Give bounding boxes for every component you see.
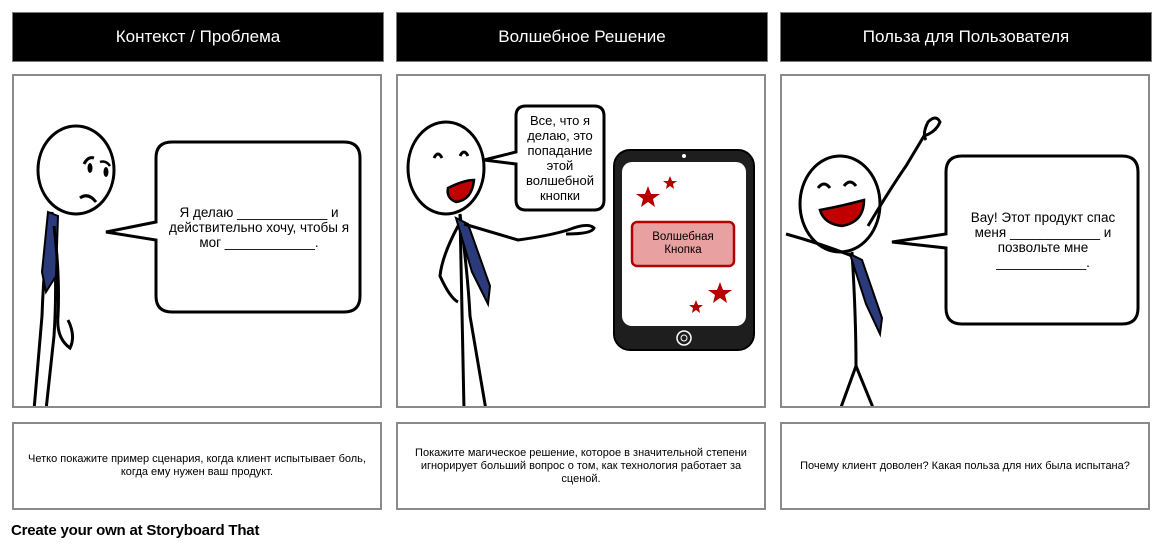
bubble-text-benefit: Вау! Этот продукт спас меня ____________ и позвольте мне ____________. (970, 210, 1116, 270)
caption-solution: Покажите магическое решение, которое в значительной степени игнорирует больший вопрос о том, как технология работает за сценой. (396, 422, 766, 510)
panel-title-solution: Волшебное Решение (396, 12, 768, 62)
happy-head (408, 122, 484, 214)
bubble-text-context: Я делаю ____________ и действительно хочу, чтобы я мог ____________. (168, 204, 350, 250)
sad-head (38, 126, 114, 214)
joyful-head (800, 156, 880, 252)
panel-context (12, 74, 382, 408)
panel-benefit (780, 74, 1150, 408)
bubble-text-solution: Все, что я делаю, это попадание этой волшебной кнопки (526, 113, 594, 203)
magic-button[interactable]: Волшебная Кнопка (652, 231, 714, 256)
caption-benefit: Почему клиент доволен? Какая польза для них была испытана? (780, 422, 1150, 510)
footer-credit[interactable]: Create your own at Storyboard That (11, 522, 260, 539)
panel-title-benefit: Польза для Пользователя (780, 12, 1152, 62)
caption-context: Четко покажите пример сценария, когда клиент испытывает боль, когда ему нужен ваш продукт. (12, 422, 382, 510)
panel-solution (396, 74, 766, 408)
panel-title-context: Контекст / Проблема (12, 12, 384, 62)
